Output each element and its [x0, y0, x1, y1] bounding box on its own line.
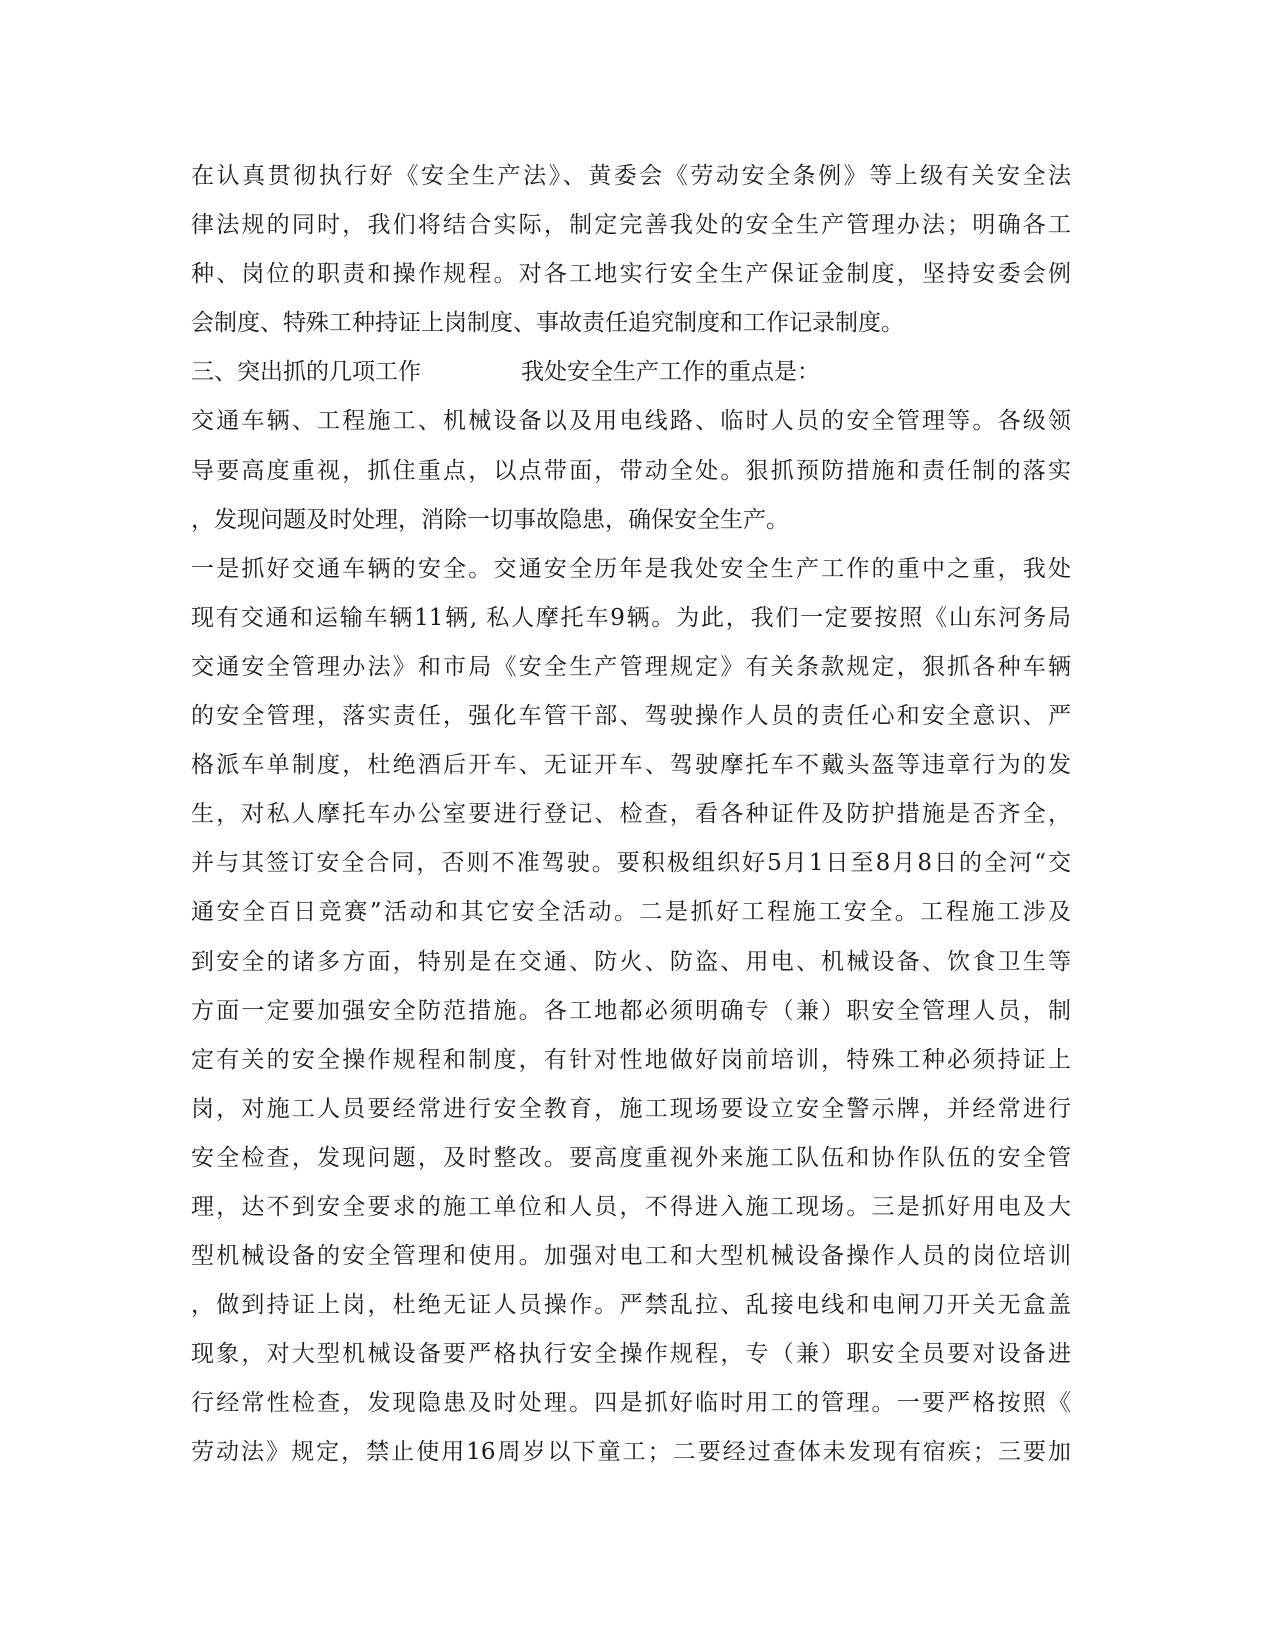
text-line: 定有关的安全操作规程和制度，有针对性地做好岗前培训，特殊工种必须持证上 [191, 1046, 1071, 1073]
text-line: 种、岗位的职责和操作规程。对各工地实行安全生产保证金制度，坚持安委会例 [191, 261, 1071, 288]
text-line: 劳动法》规定，禁止使用16周岁以下童工；二要经过查体未发现有宿疾；三要加 [191, 1439, 1071, 1466]
section-heading: 三、突出抓的几项工作 [191, 359, 421, 386]
text-line: 会制度、特殊工种持证上岗制度、事故责任追究制度和工作记录制度。 [191, 310, 904, 337]
section-intro: 我处安全生产工作的重点是： [521, 359, 820, 386]
text-line: 理，达不到安全要求的施工单位和人员，不得进入施工现场。三是抓好用电及大 [191, 1193, 1071, 1220]
text-line: 型机械设备的安全管理和使用。加强对电工和大型机械设备操作人员的岗位培训 [191, 1243, 1071, 1270]
text-line: 交通安全管理办法》和市局《安全生产管理规定》有关条款规定，狠抓各种车辆 [191, 653, 1071, 680]
text-line: 现有交通和运输车辆11辆, 私人摩托车9辆。为此，我们一定要按照《山东河务局 [191, 604, 1071, 631]
text-line: 岗，对施工人员要经常进行安全教育，施工现场要设立安全警示牌，并经常进行 [191, 1095, 1071, 1122]
text-line: ，做到持证上岗，杜绝无证人员操作。严禁乱拉、乱接电线和电闸刀开关无盒盖 [191, 1292, 1071, 1319]
text-line: 格派车单制度，杜绝酒后开车、无证开车、驾驶摩托车不戴头盔等违章行为的发 [191, 752, 1071, 779]
section-heading-line [191, 348, 1071, 397]
text-line: 生，对私人摩托车办公室要进行登记、检查，看各种证件及防护措施是否齐全， [191, 801, 1071, 828]
text-line: 交通车辆、工程施工、机械设备以及用电线路、临时人员的安全管理等。各级领 [191, 408, 1071, 435]
text-line: 现象，对大型机械设备要严格执行安全操作规程，专（兼）职安全员要对设备进 [191, 1341, 1071, 1368]
text-line: 一是抓好交通车辆的安全。交通安全历年是我处安全生产工作的重中之重，我处 [191, 555, 1071, 582]
text-line: 安全检查，发现问题，及时整改。要高度重视外来施工队伍和协作队伍的安全管 [191, 1144, 1071, 1171]
text-line: ，发现问题及时处理，消除一切事故隐患，确保安全生产。 [191, 506, 789, 533]
text-line: 律法规的同时，我们将结合实际，制定完善我处的安全生产管理办法；明确各工 [191, 212, 1071, 239]
text-line: 并与其签订安全合同，否则不准驾驶。要积极组织好5月1日至8月8日的全河“交 [191, 850, 1071, 877]
text-line: 在认真贯彻执行好《安全生产法》、黄委会《劳动安全条例》等上级有关安全法 [191, 163, 1071, 189]
text-line: 的安全管理，落实责任，强化车管干部、驾驶操作人员的责任心和安全意识、严 [191, 703, 1071, 730]
text-line: 到安全的诸多方面，特别是在交通、防火、防盗、用电、机械设备、饮食卫生等 [191, 948, 1071, 975]
text-line: 通安全百日竞赛”活动和其它安全活动。二是抓好工程施工安全。工程施工涉及 [191, 899, 1071, 926]
body-text [191, 152, 1071, 1478]
text-line: 行经常性检查，发现隐患及时处理。四是抓好临时用工的管理。一要严格按照《 [191, 1390, 1071, 1417]
text-line: 方面一定要加强安全防范措施。各工地都必须明确专（兼）职安全管理人员，制 [191, 997, 1071, 1024]
text-line: 导要高度重视，抓住重点，以点带面，带动全处。狠抓预防措施和责任制的落实 [191, 457, 1071, 484]
